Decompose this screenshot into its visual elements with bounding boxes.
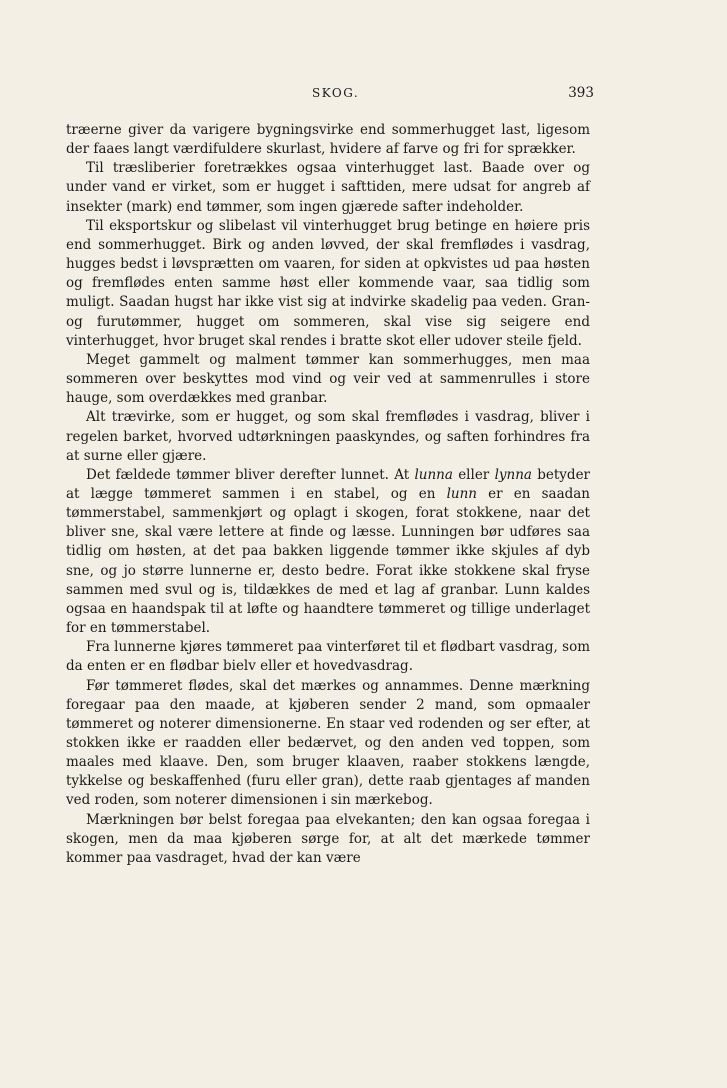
paragraph: Alt trævirke, som er hugget, og som skal fremflødes i vasdrag, bliver i regelen barket, hvorved udtørkningen paaskyndes, og saften forhindres fra at surne eller gjære. (66, 409, 590, 464)
paragraph: Fra lunnerne kjøres tømmeret paa vinterføret til et flødbart vasdrag, som da enten er en flødbar bielv eller et hovedvasdrag. (66, 639, 590, 675)
term-lunna: lunna (414, 466, 453, 483)
paragraph: træerne giver da varigere bygningsvirke end sommerhugget last, ligesom der faaes langt værdifuldere skurlast, hvidere af farve og fri for sprækker. (66, 122, 590, 158)
text-run: betyder at lægge tømmeret sammen i en stabel, og en (66, 466, 591, 502)
paragraph: Mærkningen bør belst foregaa paa elvekanten; den kan ogsaa foregaa i skogen, men da maa kjøberen sørge for, at alt det mærkede tømmer kommer paa vasdraget, hvad der kan være (66, 811, 590, 866)
page-header (66, 86, 594, 106)
paragraph: Før tømmeret flødes, skal det mærkes og annammes. Denne mærkning foregaar paa den maade, at kjøberen sender 2 mand, som opmaaler tømmeret og noterer dimensionerne. En staar ved rodenden og ser efter, at stokken ikke er raadden eller bedærvet, og den anden ved toppen, som maales med klaave. Den, som bruger klaaven, raaber stokkens længde, tykkelse og beskaffenhed (furu eller gran), dette raab gjentages af manden ved roden, som noterer dimensionen i sin mærkebog. (66, 677, 590, 809)
body-text (66, 121, 590, 868)
term-lunn: lunn (446, 485, 477, 502)
text-run: Det fældede tømmer bliver derefter lunnet. At (86, 466, 415, 483)
paragraph: Meget gammelt og malment tømmer kan sommerhugges, men maa sommeren over beskyttes mod vind og veir ved at sammenrulles i store hauge, som overdækkes med granbar. (66, 351, 590, 407)
running-title: SKOG. (312, 86, 360, 100)
text-run: eller (452, 466, 495, 483)
paragraph (66, 466, 590, 638)
paragraph: Til eksportskur og slibelast vil vinterhugget brug betinge en høiere pris end sommerhugget. Birk og anden løvved, der skal fremflødes i vasdrag, hugges bedst i løvsprætten om vaaren, for siden at opkvistes ud paa høsten og fremflødes enten samme høst eller kommende vaar, saa tidlig som muligt. Saadan hugst har ikke vist sig at indvirke skadelig paa veden. Gran- og furutømmer, hugget om sommeren, skal vise sig seigere end vinterhugget, hvor bruget skal rendes i bratte skot eller udover steile fjeld. (66, 217, 590, 349)
text-run: er en saadan tømmerstabel, sammenkjørt og oplagt i skogen, forat stokkene, naar det bliver sne, skal være lettere at finde og læsse. Lunningen bør udføres saa tidlig om høsten, at det paa bakken liggende tømmer ikke skjules af dyb sne, og jo større lunnerne er, desto bedre. Forat ikke stokkene skal fryse sammen med svul og is, tildækkes de med et lag af granbar. Lunn kaldes ogsaa en haandspak til at løfte og haandtere tømmeret og tillige underlaget for en tømmerstabel. (66, 485, 591, 637)
paragraph: Til træsliberier foretrækkes ogsaa vinterhugget last. Baade over og under vand er virket, som er hugget i safttiden, mere udsat for angreb af insekter (mark) end tømmer, som ingen gjærede safter indeholder. (66, 160, 590, 215)
term-lynna: lynna (494, 466, 532, 483)
page-number: 393 (568, 85, 594, 101)
